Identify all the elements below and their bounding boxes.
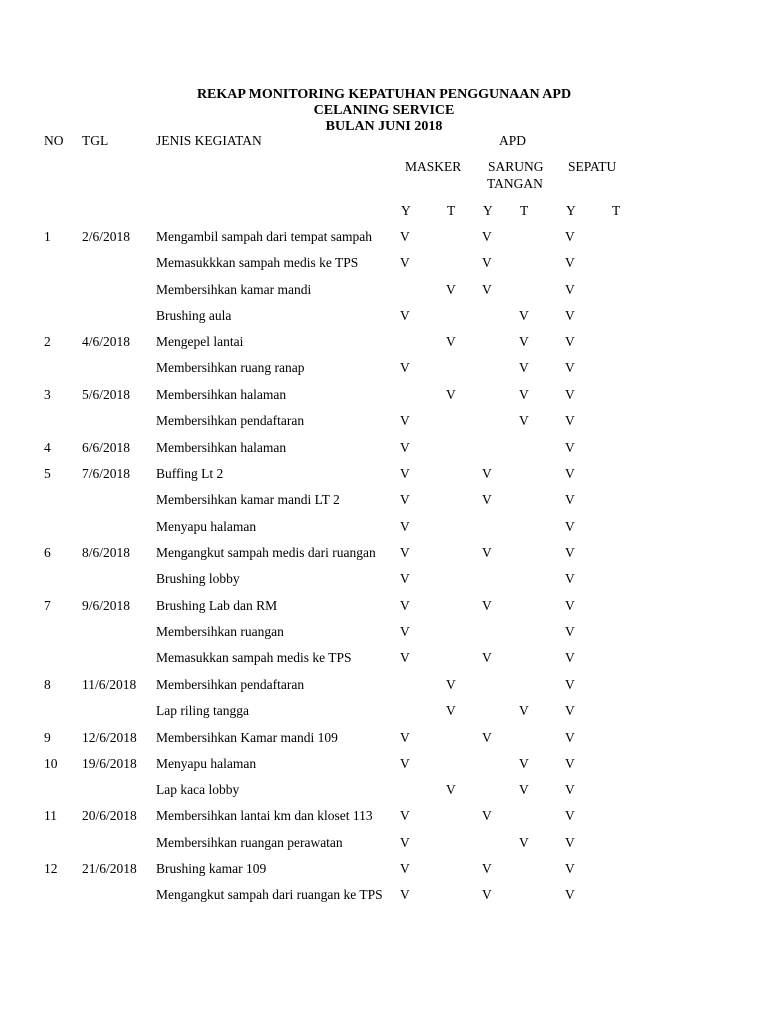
header-masker-t: T xyxy=(447,203,456,218)
sepatu-y-mark: V xyxy=(565,808,575,823)
masker-y-mark: V xyxy=(400,229,410,244)
masker-y-mark: V xyxy=(400,650,410,665)
sepatu-y-mark: V xyxy=(565,545,575,560)
row-date: 19/6/2018 xyxy=(82,756,137,771)
row-date: 9/6/2018 xyxy=(82,598,131,613)
sarung-y-mark: V xyxy=(482,650,492,665)
title-line-3: BULAN JUNI 2018 xyxy=(325,119,443,134)
row-no: 11 xyxy=(44,808,57,823)
masker-t-mark: V xyxy=(446,677,456,692)
row-activity: Lap kaca lobby xyxy=(156,782,240,797)
header-no: NO xyxy=(44,133,64,148)
sepatu-y-mark: V xyxy=(565,703,575,718)
sepatu-y-mark: V xyxy=(565,466,575,481)
masker-y-mark: V xyxy=(400,861,410,876)
row-activity: Membersihkan kamar mandi xyxy=(156,282,312,297)
masker-y-mark: V xyxy=(400,887,410,902)
row-activity: Buffing Lt 2 xyxy=(156,466,224,481)
header-sarung-line-1: SARUNG xyxy=(488,159,544,174)
row-date: 21/6/2018 xyxy=(82,861,137,876)
sepatu-y-mark: V xyxy=(565,624,575,639)
masker-t-mark: V xyxy=(446,782,456,797)
masker-y-mark: V xyxy=(400,835,410,850)
sarung-y-mark: V xyxy=(482,808,492,823)
sepatu-y-mark: V xyxy=(565,387,575,402)
title-line-2: CELANING SERVICE xyxy=(313,103,455,118)
masker-y-mark: V xyxy=(400,545,410,560)
row-no: 9 xyxy=(44,730,51,745)
header-tgl: TGL xyxy=(82,133,109,148)
header-sepatu-t: T xyxy=(612,203,621,218)
sepatu-y-mark: V xyxy=(565,598,575,613)
sepatu-y-mark: V xyxy=(565,571,575,586)
sarung-y-mark: V xyxy=(482,861,492,876)
masker-t-mark: V xyxy=(446,282,456,297)
sepatu-y-mark: V xyxy=(565,255,575,270)
header-sarung-line-2: TANGAN xyxy=(487,176,543,191)
sarung-t-mark: V xyxy=(519,782,529,797)
sarung-y-mark: V xyxy=(482,598,492,613)
header-sarung-t: T xyxy=(520,203,529,218)
masker-y-mark: V xyxy=(400,730,410,745)
sarung-t-mark: V xyxy=(519,308,529,323)
masker-y-mark: V xyxy=(400,440,410,455)
sepatu-y-mark: V xyxy=(565,440,575,455)
row-date: 8/6/2018 xyxy=(82,545,131,560)
masker-y-mark: V xyxy=(400,598,410,613)
row-activity: Membersihkan halaman xyxy=(156,387,287,402)
sarung-t-mark: V xyxy=(519,387,529,402)
sepatu-y-mark: V xyxy=(565,282,575,297)
masker-y-mark: V xyxy=(400,756,410,771)
masker-y-mark: V xyxy=(400,255,410,270)
sarung-y-mark: V xyxy=(482,466,492,481)
sarung-t-mark: V xyxy=(519,835,529,850)
row-no: 2 xyxy=(44,334,51,349)
header-masker-y: Y xyxy=(401,203,411,218)
sepatu-y-mark: V xyxy=(565,492,575,507)
row-activity: Brushing lobby xyxy=(156,571,240,586)
sepatu-y-mark: V xyxy=(565,782,575,797)
sepatu-y-mark: V xyxy=(565,887,575,902)
sarung-y-mark: V xyxy=(482,730,492,745)
row-activity: Menyapu halaman xyxy=(156,519,257,534)
masker-t-mark: V xyxy=(446,387,456,402)
masker-y-mark: V xyxy=(400,808,410,823)
sepatu-y-mark: V xyxy=(565,861,575,876)
row-activity: Mengangkut sampah medis dari ruangan xyxy=(156,545,376,560)
row-activity: Membersihkan halaman xyxy=(156,440,287,455)
sepatu-y-mark: V xyxy=(565,835,575,850)
row-date: 5/6/2018 xyxy=(82,387,131,402)
sarung-y-mark: V xyxy=(482,492,492,507)
row-activity: Brushing aula xyxy=(156,308,232,323)
row-date: 2/6/2018 xyxy=(82,229,131,244)
header-apd: APD xyxy=(499,133,527,148)
row-date: 11/6/2018 xyxy=(82,677,137,692)
row-activity: Memasukkan sampah medis ke TPS xyxy=(156,650,352,665)
header-jenis-kegiatan: JENIS KEGIATAN xyxy=(156,133,262,148)
row-activity: Membersihkan ruang ranap xyxy=(156,360,305,375)
row-date: 20/6/2018 xyxy=(82,808,137,823)
row-date: 12/6/2018 xyxy=(82,730,137,745)
row-no: 5 xyxy=(44,466,51,481)
sarung-y-mark: V xyxy=(482,255,492,270)
sarung-t-mark: V xyxy=(519,703,529,718)
masker-y-mark: V xyxy=(400,624,410,639)
masker-t-mark: V xyxy=(446,703,456,718)
sepatu-y-mark: V xyxy=(565,334,575,349)
sepatu-y-mark: V xyxy=(565,650,575,665)
masker-y-mark: V xyxy=(400,360,410,375)
row-date: 7/6/2018 xyxy=(82,466,131,481)
sepatu-y-mark: V xyxy=(565,229,575,244)
row-activity: Mengangkut sampah dari ruangan ke TPS xyxy=(156,887,383,902)
sarung-t-mark: V xyxy=(519,360,529,375)
header-sepatu-y: Y xyxy=(566,203,576,218)
row-activity: Membersihkan ruangan xyxy=(156,624,284,639)
row-activity: Mengepel lantai xyxy=(156,334,244,349)
sarung-y-mark: V xyxy=(482,282,492,297)
row-activity: Membersihkan pendaftaran xyxy=(156,677,305,692)
row-no: 8 xyxy=(44,677,51,692)
row-activity: Membersihkan Kamar mandi 109 xyxy=(156,730,338,745)
sarung-t-mark: V xyxy=(519,756,529,771)
header-sepatu: SEPATU xyxy=(568,159,617,174)
row-activity: Mengambil sampah dari tempat sampah xyxy=(156,229,372,244)
sepatu-y-mark: V xyxy=(565,677,575,692)
header-sarung-y: Y xyxy=(483,203,493,218)
masker-y-mark: V xyxy=(400,308,410,323)
sepatu-y-mark: V xyxy=(565,519,575,534)
row-activity: Membersihkan pendaftaran xyxy=(156,413,305,428)
row-activity: Brushing kamar 109 xyxy=(156,861,267,876)
row-no: 1 xyxy=(44,229,51,244)
row-activity: Lap riling tangga xyxy=(156,703,249,718)
masker-y-mark: V xyxy=(400,492,410,507)
row-no: 7 xyxy=(44,598,51,613)
row-no: 6 xyxy=(44,545,51,560)
sepatu-y-mark: V xyxy=(565,360,575,375)
masker-y-mark: V xyxy=(400,571,410,586)
sepatu-y-mark: V xyxy=(565,413,575,428)
sarung-t-mark: V xyxy=(519,334,529,349)
row-activity: Menyapu halaman xyxy=(156,756,257,771)
header-masker: MASKER xyxy=(405,159,462,174)
row-date: 6/6/2018 xyxy=(82,440,131,455)
row-activity: Membersihkan lantai km dan kloset 113 xyxy=(156,808,373,823)
masker-t-mark: V xyxy=(446,334,456,349)
sepatu-y-mark: V xyxy=(565,730,575,745)
sepatu-y-mark: V xyxy=(565,756,575,771)
row-activity: Memasukkkan sampah medis ke TPS xyxy=(156,255,359,270)
title-line-1: REKAP MONITORING KEPATUHAN PENGGUNAAN APD xyxy=(196,87,572,102)
masker-y-mark: V xyxy=(400,466,410,481)
row-no: 10 xyxy=(44,756,58,771)
masker-y-mark: V xyxy=(400,413,410,428)
masker-y-mark: V xyxy=(400,519,410,534)
row-date: 4/6/2018 xyxy=(82,334,131,349)
sarung-y-mark: V xyxy=(482,229,492,244)
row-activity: Brushing Lab dan RM xyxy=(156,598,278,613)
row-no: 12 xyxy=(44,861,58,876)
sarung-t-mark: V xyxy=(519,413,529,428)
sepatu-y-mark: V xyxy=(565,308,575,323)
row-no: 3 xyxy=(44,387,51,402)
row-no: 4 xyxy=(44,440,51,455)
row-activity: Membersihkan kamar mandi LT 2 xyxy=(156,492,340,507)
sarung-y-mark: V xyxy=(482,887,492,902)
sarung-y-mark: V xyxy=(482,545,492,560)
row-activity: Membersihkan ruangan perawatan xyxy=(156,835,343,850)
